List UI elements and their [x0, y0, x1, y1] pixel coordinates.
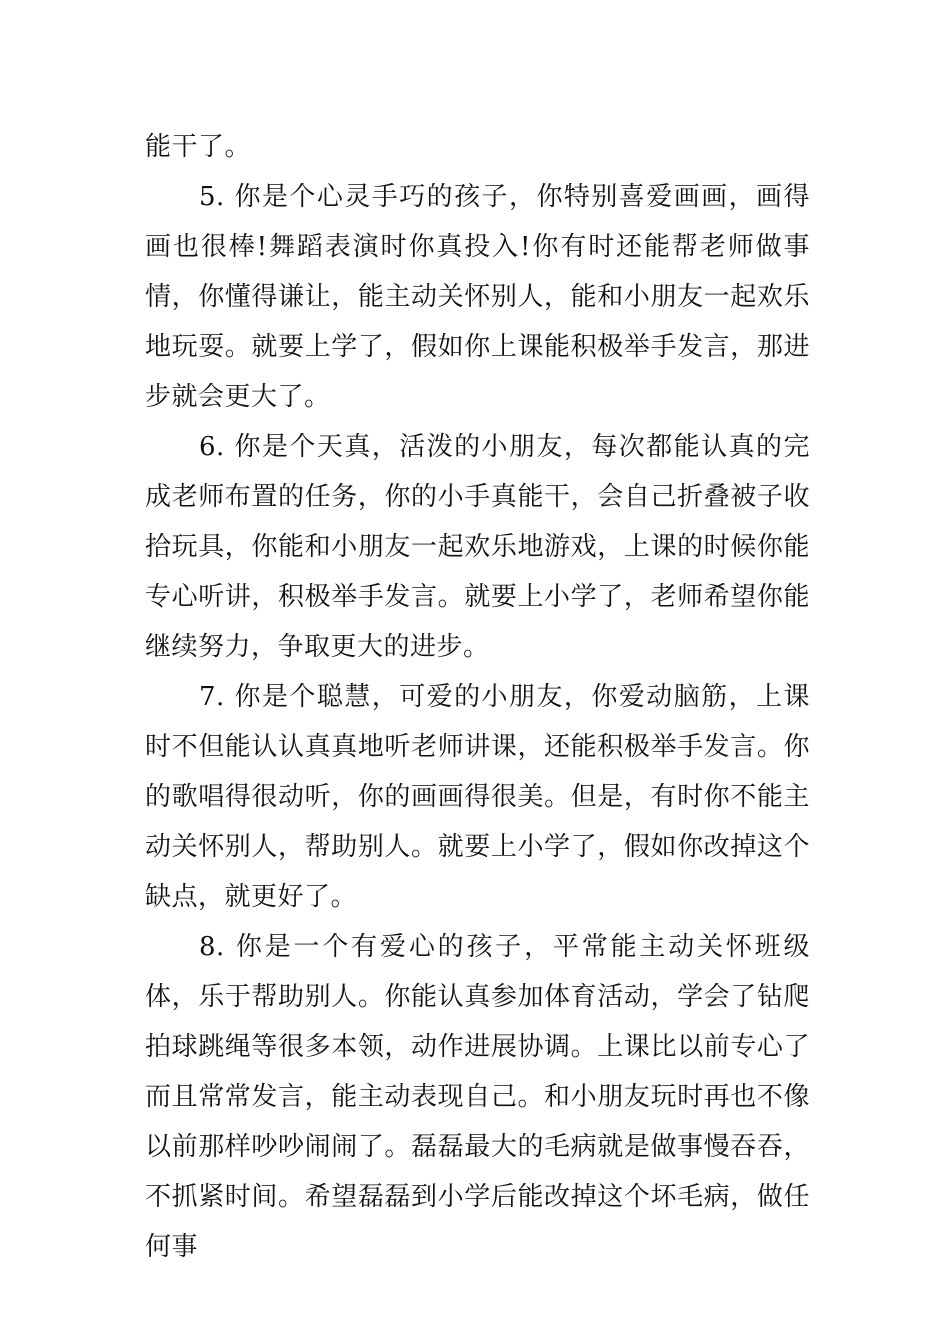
- paragraph-item-8: 8. 你是一个有爱心的孩子，平常能主动关怀班级体，乐于帮助别人。你能认真参加体育活动，学会了钻爬拍球跳绳等很多本领，动作进展协调。上课比以前专心了而且常常发言，能主动表现自己。和小朋友玩时再也不像以前那样吵吵闹闹了。磊磊最大的毛病就是做事慢吞吞，不抓紧时间。希望磊磊到小学后能改掉这个坏毛病，做任何事: [145, 932, 810, 1262]
- paragraph-item-5: 5. 你是个心灵手巧的孩子，你特别喜爱画画，画得画也很棒!舞蹈表演时你真投入!你有时还能帮老师做事情，你懂得谦让，能主动关怀别人，能和小朋友一起欢乐地玩耍。就要上学了，假如你上课能积极举手发言，那进步就会更大了。: [145, 182, 810, 412]
- document-body: [145, 122, 810, 1272]
- paragraph-item-6: 6. 你是个天真，活泼的小朋友，每次都能认真的完成老师布置的任务，你的小手真能干，会自己折叠被子收拾玩具，你能和小朋友一起欢乐地游戏，上课的时候你能专心听讲，积极举手发言。就要上小学了，老师希望你能继续努力，争取更大的进步。: [145, 432, 810, 662]
- paragraph-item-7: 7. 你是个聪慧，可爱的小朋友，你爱动脑筋，上课时不但能认认真真地听老师讲课，还能积极举手发言。你的歌唱得很动听，你的画画得很美。但是，有时你不能主动关怀别人，帮助别人。就要上小学了，假如你改掉这个缺点，就更好了。: [145, 682, 810, 912]
- paragraph-continuation: 能干了。: [145, 132, 252, 162]
